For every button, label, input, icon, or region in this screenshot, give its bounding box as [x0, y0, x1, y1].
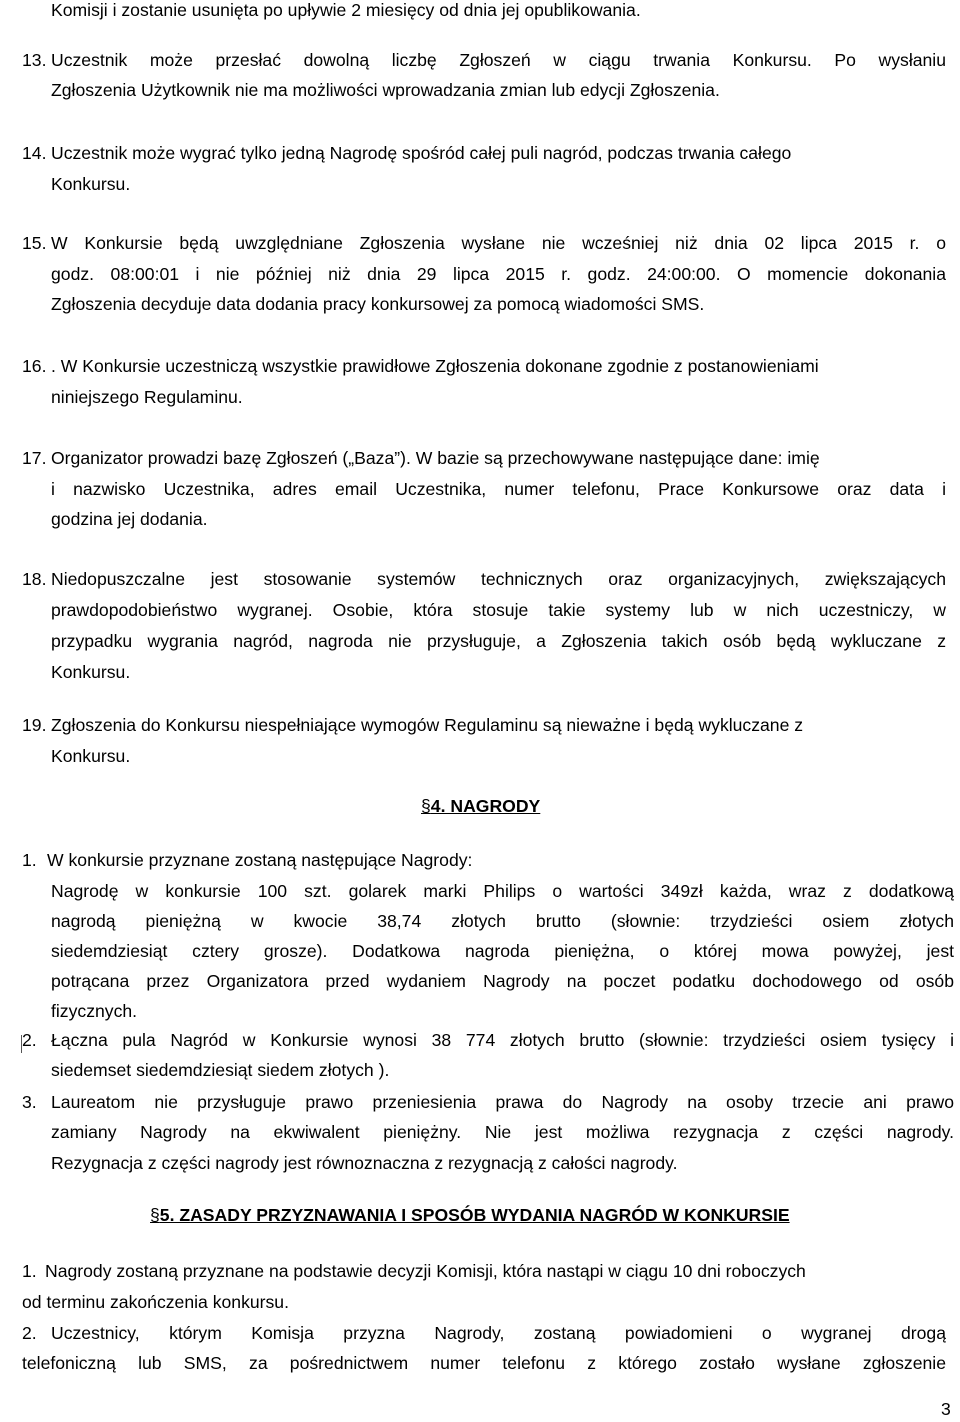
- item-18-line-2: prawdopodobieństwo wygranej. Osobie, która stosuje takie systemy lub w nich uczestniczy, w: [51, 600, 946, 620]
- item-17-line-1: Organizator prowadzi bazę Zgłoszeń („Baza”). W bazie są przechowywane następujące dane: imię: [51, 448, 820, 468]
- prize-item-3-line-3: Rezygnacja z części nagrody jest równoznaczna z rezygnacją z całości nagrody.: [51, 1153, 678, 1173]
- prize-item-1-line-1: W konkursie przyznane zostaną następujące Nagrody:: [47, 850, 473, 870]
- prize-item-2-number: 2.: [22, 1030, 37, 1050]
- award-item-2-line-1: Uczestnicy, którym Komisja przyzna Nagrody, zostaną powiadomieni o wygranej drogą: [51, 1323, 946, 1343]
- section-5-heading: [150, 1204, 790, 1226]
- award-item-2-number: 2.: [22, 1323, 37, 1343]
- item-15-number: 15.: [22, 233, 47, 253]
- item-19-line-2: Konkursu.: [51, 746, 131, 766]
- item-15-line-1: W Konkursie będą uwzględniane Zgłoszenia wysłane nie wcześniej niż dnia 02 lipca 2015 r. o: [51, 233, 946, 253]
- award-item-2-line-2: telefoniczną lub SMS, za pośrednictwem numer telefonu z którego zostało wysłane zgłoszenie: [22, 1353, 946, 1373]
- item-15-line-2: godz. 08:00:01 i nie później niż dnia 29 lipca 2015 r. godz. 24:00:00. O momencie dokonania: [51, 264, 946, 284]
- item-15-line-3: Zgłoszenia decyduje data dodania pracy konkursowej za pomocą wiadomości SMS.: [51, 294, 705, 314]
- prize-item-3-line-2: zamiany Nagrody na ekwiwalent pieniężny. Nie jest możliwa rezygnacja z części nagrody.: [51, 1122, 954, 1142]
- item-17-line-2: i nazwisko Uczestnika, adres email Uczestnika, numer telefonu, Prace Konkursowe oraz data i: [51, 479, 946, 499]
- item-14-line-1: Uczestnik może wygrać tylko jedną Nagrodę spośród całej puli nagród, podczas trwania całego: [51, 143, 792, 163]
- item-14-number: 14.: [22, 143, 47, 163]
- prize-item-1-number: 1.: [22, 850, 37, 870]
- paragraph-symbol: §: [150, 1205, 160, 1225]
- award-item-1-number: 1.: [22, 1261, 37, 1281]
- prize-item-1-line-3: nagrodą pieniężną w kwocie 38,74 złotych brutto (słownie: trzydzieści osiem złotych: [51, 911, 954, 931]
- award-item-1-line-1: Nagrody zostaną przyznane na podstawie decyzji Komisji, która nastąpi w ciągu 10 dni roboczych: [45, 1261, 806, 1281]
- item-18-line-4: Konkursu.: [51, 662, 131, 682]
- paragraph-symbol: §: [421, 796, 431, 816]
- intro-line: Komisji i zostanie usunięta po upływie 2 miesięcy od dnia jej opublikowania.: [51, 0, 641, 20]
- award-item-1-line-2: od terminu zakończenia konkursu.: [22, 1292, 289, 1312]
- item-14-line-2: Konkursu.: [51, 174, 131, 194]
- item-13-line-2: Zgłoszenia Użytkownik nie ma możliwości wprowadzania zmian lub edycji Zgłoszenia.: [51, 80, 720, 100]
- prize-item-3-number: 3.: [22, 1092, 37, 1112]
- prize-item-1-line-6: fizycznych.: [51, 1001, 138, 1021]
- item-17-line-3: godzina jej dodania.: [51, 509, 208, 529]
- item-16-line-2: niniejszego Regulaminu.: [51, 387, 243, 407]
- section-4-title: 4. NAGRODY: [430, 796, 541, 816]
- page-number: 3: [941, 1399, 951, 1419]
- item-13-number: 13.: [22, 50, 47, 70]
- item-13-line-1: Uczestnik może przesłać dowolną liczbę Zgłoszeń w ciągu trwania Konkursu. Po wysłaniu: [51, 50, 946, 70]
- prize-item-1-line-5: potrącana przez Organizatora przed wydaniem Nagrody na poczet podatku dochodowego od osób: [51, 971, 954, 991]
- prize-item-2-line-1: Łączna pula Nagród w Konkursie wynosi 38 774 złotych brutto (słownie: trzydzieści osiem tysięcy i: [51, 1030, 954, 1050]
- item-16-number: 16.: [22, 356, 47, 376]
- prize-item-1-line-2: Nagrodę w konkursie 100 szt. golarek marki Philips o wartości 349zł każda, wraz z dodatkową: [51, 881, 954, 901]
- section-4-heading: [421, 795, 540, 817]
- prize-item-2-line-2: siedemset siedemdziesiąt siedem złotych ).: [51, 1060, 390, 1080]
- item-18-line-1: Niedopuszczalne jest stosowanie systemów technicznych oraz organizacyjnych, zwiększających: [51, 569, 946, 589]
- prize-item-3-line-1: Laureatom nie przysługuje prawo przeniesienia prawa do Nagrody na osoby trzecie ani prawo: [51, 1092, 954, 1112]
- item-17-number: 17.: [22, 448, 47, 468]
- item-19-line-1: Zgłoszenia do Konkursu niespełniające wymogów Regulaminu są nieważne i będą wykluczane z: [51, 715, 804, 735]
- item-18-number: 18.: [22, 569, 47, 589]
- prize-item-1-line-4: siedemdziesiąt cztery grosze). Dodatkowa nagroda pieniężna, o której mowa powyżej, jest: [51, 941, 954, 961]
- item-16-line-1: . W Konkursie uczestniczą wszystkie prawidłowe Zgłoszenia dokonane zgodnie z postanowieniami: [51, 356, 819, 376]
- item-19-number: 19.: [22, 715, 47, 735]
- item-18-line-3: przypadku wygrania nagród, nagroda nie przysługuje, a Zgłoszenia takich osób będą wykluczane z: [51, 631, 946, 651]
- section-5-title: 5. ZASADY PRZYZNAWANIA I SPOSÓB WYDANIA NAGRÓD W KONKURSIE: [159, 1205, 790, 1225]
